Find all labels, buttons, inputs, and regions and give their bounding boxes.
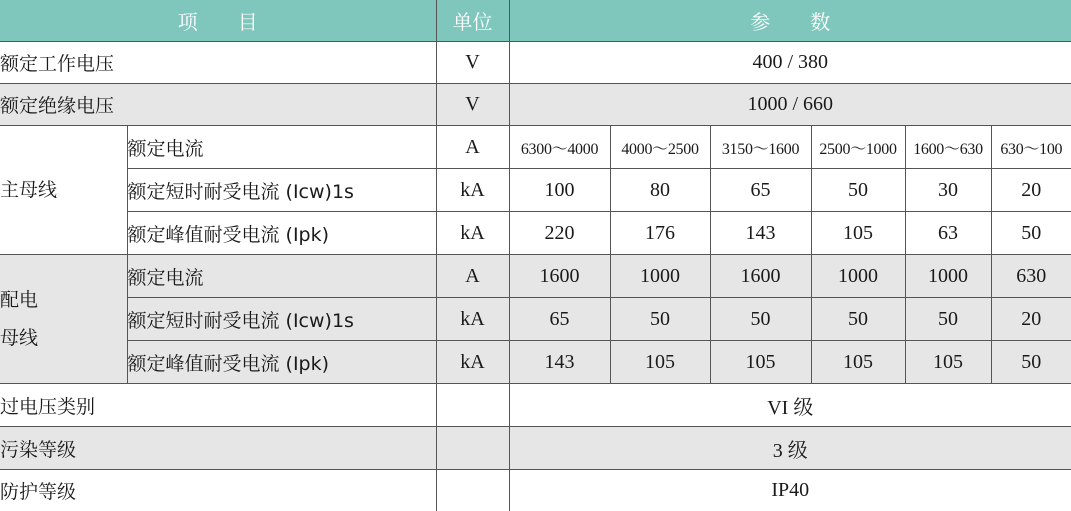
header-params: 参 数 <box>509 0 1071 42</box>
value-cell: 143 <box>509 341 610 384</box>
row-label: 额定短时耐受电流 (Icw)1s <box>127 298 436 341</box>
value-cell: 4000～2500 <box>610 126 710 169</box>
value-cell: 105 <box>710 341 811 384</box>
row-protection-level <box>0 470 1071 511</box>
row-label: 污染等级 <box>0 427 436 470</box>
value-cell: 2500～1000 <box>811 126 905 169</box>
row-pollution-level <box>0 427 1071 470</box>
row-label: 额定峰值耐受电流 (Ipk) <box>127 212 436 255</box>
row-unit: V <box>436 42 509 84</box>
row-rated-working-voltage <box>0 42 1071 84</box>
value-cell: 50 <box>991 341 1071 384</box>
value-cell: 1000 <box>811 255 905 298</box>
row-value: 400 / 380 <box>509 42 1071 84</box>
value-cell: 1600 <box>710 255 811 298</box>
main-busbar-rated-current-row <box>0 126 1071 169</box>
value-cell: 3150～1600 <box>710 126 811 169</box>
value-cell: 20 <box>991 298 1071 341</box>
value-cell: 220 <box>509 212 610 255</box>
value-cell: 143 <box>710 212 811 255</box>
dist-busbar-peak-row <box>0 341 1071 384</box>
row-unit: kA <box>436 298 509 341</box>
value-cell: 630～100 <box>991 126 1071 169</box>
value-cell: 50 <box>710 298 811 341</box>
value-cell: 630 <box>991 255 1071 298</box>
header-item: 项 目 <box>0 0 436 42</box>
row-value: 1000 / 660 <box>509 84 1071 126</box>
value-cell: 63 <box>905 212 991 255</box>
value-cell: 105 <box>610 341 710 384</box>
value-cell: 20 <box>991 169 1071 212</box>
main-busbar-peak-row <box>0 212 1071 255</box>
row-unit: A <box>436 126 509 169</box>
row-value: IP40 <box>509 470 1071 511</box>
row-rated-insulation-voltage <box>0 84 1071 126</box>
row-unit <box>436 384 509 427</box>
value-cell: 105 <box>905 341 991 384</box>
value-cell: 50 <box>991 212 1071 255</box>
main-busbar-group-label: 主母线 <box>0 126 127 255</box>
value-cell: 1600 <box>509 255 610 298</box>
row-label: 额定峰值耐受电流 (Ipk) <box>127 341 436 384</box>
row-unit: A <box>436 255 509 298</box>
value-cell: 65 <box>509 298 610 341</box>
value-cell: 30 <box>905 169 991 212</box>
row-unit: V <box>436 84 509 126</box>
value-cell: 50 <box>905 298 991 341</box>
header-row <box>0 0 1071 42</box>
main-busbar-short-time-row <box>0 169 1071 212</box>
row-label: 额定工作电压 <box>0 42 436 84</box>
row-value: VI 级 <box>509 384 1071 427</box>
value-cell: 65 <box>710 169 811 212</box>
value-cell: 1000 <box>905 255 991 298</box>
value-cell: 50 <box>811 298 905 341</box>
header-unit: 单位 <box>436 0 509 42</box>
value-cell: 50 <box>811 169 905 212</box>
row-value: 3 级 <box>509 427 1071 470</box>
row-unit: kA <box>436 341 509 384</box>
value-cell: 105 <box>811 212 905 255</box>
row-overvoltage-category <box>0 384 1071 427</box>
dist-busbar-group-label-line2: 母线 <box>0 327 38 349</box>
value-cell: 80 <box>610 169 710 212</box>
value-cell: 6300～4000 <box>509 126 610 169</box>
dist-busbar-short-time-row <box>0 298 1071 341</box>
value-cell: 176 <box>610 212 710 255</box>
row-unit: kA <box>436 212 509 255</box>
row-unit: kA <box>436 169 509 212</box>
value-cell: 1000 <box>610 255 710 298</box>
value-cell: 1600～630 <box>905 126 991 169</box>
row-label: 额定绝缘电压 <box>0 84 436 126</box>
value-cell: 105 <box>811 341 905 384</box>
dist-busbar-rated-current-row <box>0 255 1071 298</box>
row-unit <box>436 427 509 470</box>
row-label: 额定电流 <box>127 126 436 169</box>
value-cell: 50 <box>610 298 710 341</box>
dist-busbar-group-label <box>0 255 127 384</box>
row-label: 额定短时耐受电流 (Icw)1s <box>127 169 436 212</box>
row-unit <box>436 470 509 511</box>
value-cell: 100 <box>509 169 610 212</box>
row-label: 过电压类别 <box>0 384 436 427</box>
row-label: 防护等级 <box>0 470 436 511</box>
row-label: 额定电流 <box>127 255 436 298</box>
dist-busbar-group-label-line1: 配电 <box>0 289 38 311</box>
